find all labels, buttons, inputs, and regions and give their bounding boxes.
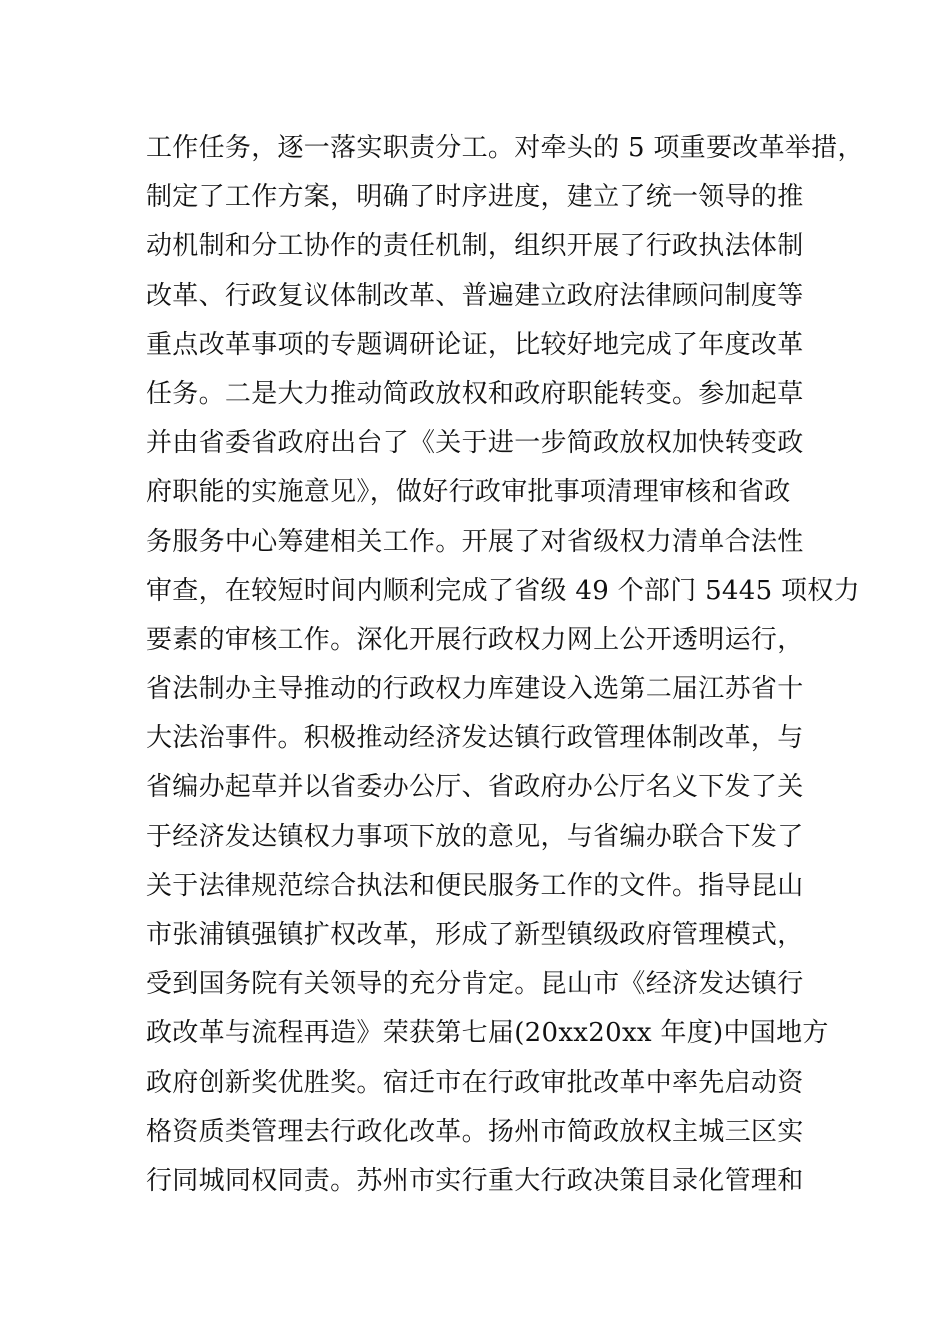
text-line: 制定了工作方案，明确了时序进度，建立了统一领导的推	[146, 182, 804, 213]
text-line: 行同城同权同责。苏州市实行重大行政决策目录化管理和	[146, 1165, 804, 1196]
text-line: 关于法律规范综合执法和便民服务工作的文件。指导昆山	[146, 870, 804, 901]
text-line: 重点改革事项的专题调研论证，比较好地完成了年度改革	[146, 329, 804, 360]
text-line: 要素的审核工作。深化开展行政权力网上公开透明运行，	[146, 624, 804, 655]
text-line: 大法治事件。积极推动经济发达镇行政管理体制改革，与	[146, 723, 804, 754]
text-line: 任务。二是大力推动简政放权和政府职能转变。参加起草	[146, 378, 804, 409]
text-line: 务服务中心筹建相关工作。开展了对省级权力清单合法性	[146, 526, 804, 557]
text-line: 格资质类管理去行政化改革。扬州市简政放权主城三区实	[146, 1116, 804, 1147]
text-line: 省法制办主导推动的行政权力库建设入选第二届江苏省十	[146, 674, 804, 705]
text-line: 受到国务院有关领导的充分肯定。昆山市《经济发达镇行	[146, 969, 804, 1000]
text-line: 市张浦镇强镇扩权改革，形成了新型镇级政府管理模式，	[146, 920, 804, 950]
text-line: 省编办起草并以省委办公厅、省政府办公厅名义下发了关	[146, 772, 804, 803]
text-line: 并由省委省政府出台了《关于进一步简政放权加快转变政	[146, 428, 804, 459]
text-line: 政改革与流程再造》荣获第七届(20xx20xx 年度)中国地方	[146, 1018, 829, 1049]
text-line: 于经济发达镇权力事项下放的意见，与省编办联合下发了	[146, 821, 804, 852]
text-line: 政府创新奖优胜奖。宿迁市在行政审批改革中率先启动资	[146, 1067, 804, 1098]
text-line: 动机制和分工协作的责任机制，组织开展了行政执法体制	[146, 231, 804, 262]
text-line: 府职能的实施意见》，做好行政审批事项清理审核和省政	[146, 477, 791, 508]
body-text	[146, 124, 864, 1206]
text-line: 改革、行政复议体制改革、普遍建立政府法律顾问制度等	[146, 280, 804, 311]
text-line: 工作任务，逐一落实职责分工。对牵头的 5 项重要改革举措，	[146, 133, 864, 163]
text-line: 审查，在较短时间内顺利完成了省级 49 个部门 5445 项权力	[146, 575, 860, 606]
